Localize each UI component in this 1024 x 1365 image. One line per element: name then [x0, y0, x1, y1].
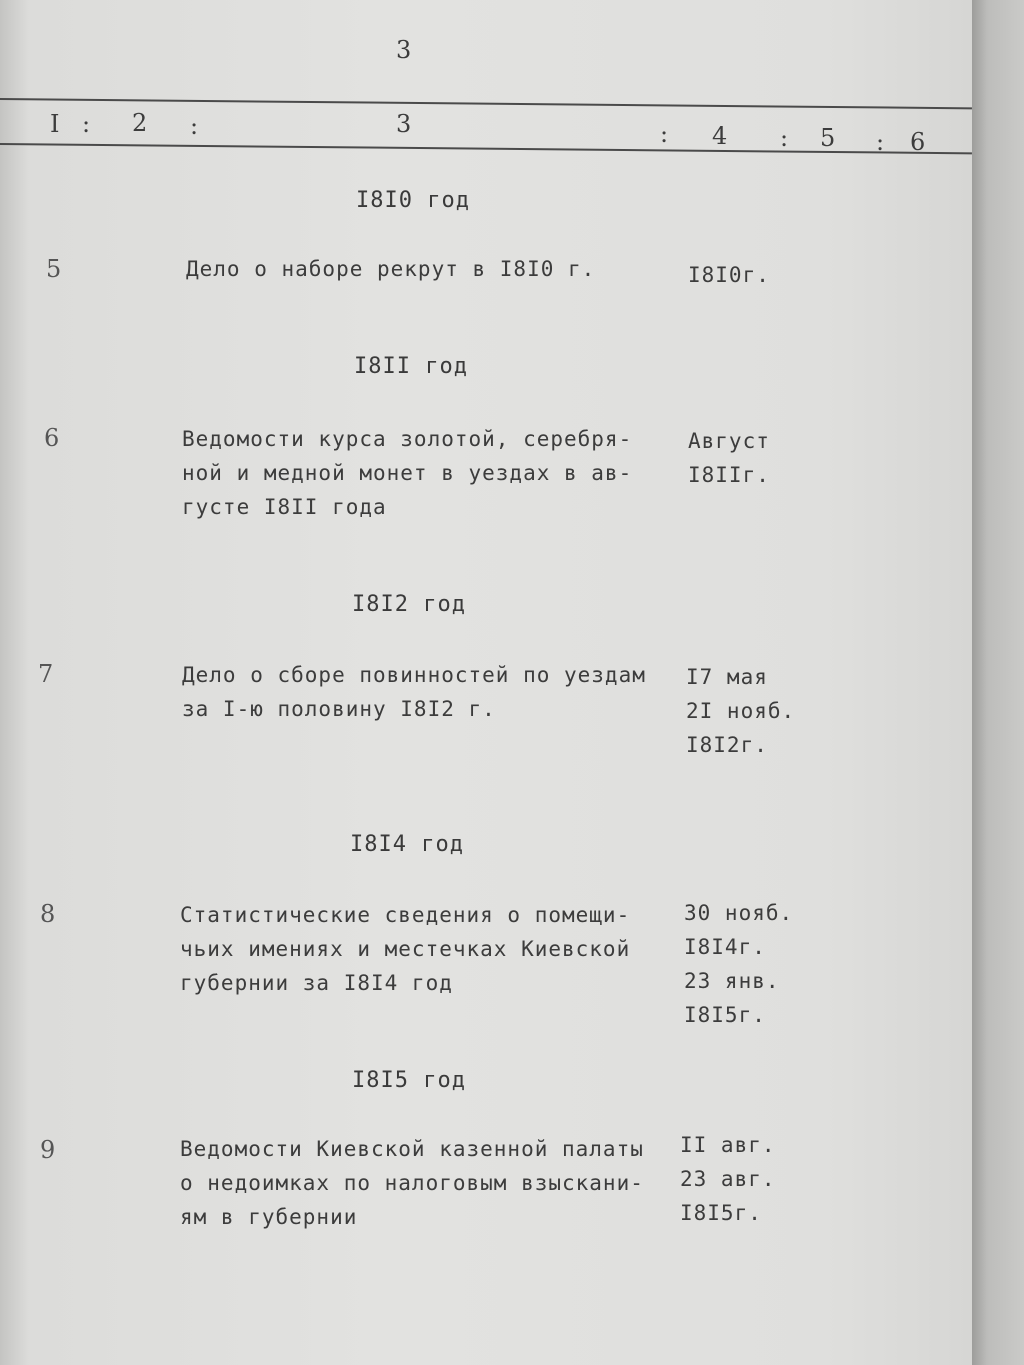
column-header-1: I [50, 110, 60, 138]
page-number: 3 [396, 36, 412, 64]
entry-dates [688, 424, 770, 492]
date-line: I8I4г. [684, 935, 766, 959]
entry-number: 6 [44, 424, 60, 452]
description-line: за I-ю половину I8I2 г. [182, 697, 496, 721]
entry-description [182, 422, 632, 524]
section-year: I8I4 год [350, 832, 464, 857]
date-line: I8I2г. [686, 733, 768, 757]
column-header-6: 6 [910, 128, 926, 156]
column-header-4: 4 [712, 122, 728, 150]
description-line: Дело о сборе повинностей по уездам [182, 663, 646, 687]
entry-description [182, 658, 646, 726]
description-line: чьих имениях и местечках Киевской [180, 937, 631, 961]
entry-number: 5 [46, 255, 62, 283]
entry-number: 8 [40, 900, 56, 928]
section-year: I8I5 год [352, 1068, 466, 1093]
description-line: Статистические сведения о помещи- [180, 903, 631, 927]
description-line: Ведомости Киевской казенной палаты [180, 1137, 644, 1161]
section-year: I8I0 год [356, 188, 470, 213]
description-line: ной и медной монет в уездах в ав- [182, 461, 633, 485]
date-line: I8IIг. [688, 463, 770, 487]
entry-number: 9 [40, 1136, 56, 1164]
entry-dates [686, 660, 795, 762]
entry-number: 7 [38, 660, 54, 688]
description-line: густе I8II года [182, 495, 387, 519]
description-line: о недоимках по налоговым взыскани- [180, 1171, 644, 1195]
description-line: губернии за I8I4 год [180, 971, 453, 995]
date-line: Август [688, 429, 770, 453]
date-line: I8I5г. [680, 1201, 762, 1225]
column-separator: : [876, 128, 885, 156]
entry-description [186, 252, 595, 286]
column-separator: : [82, 110, 91, 138]
entry-dates [684, 896, 793, 1032]
date-line: 2I нояб. [686, 699, 796, 723]
entry-description [180, 1132, 644, 1234]
column-separator: : [780, 124, 789, 152]
description-line: Ведомости курса золотой, серебря- [182, 427, 633, 451]
date-line: II авг. [680, 1133, 776, 1157]
section-year: I8I2 год [352, 592, 466, 617]
column-header-2: 2 [132, 109, 148, 137]
date-line: I8I0г. [688, 263, 770, 287]
page-edge [972, 0, 1024, 1365]
entry-dates [680, 1128, 776, 1230]
description-line: Дело о наборе рекрут в I8I0 г. [186, 257, 596, 281]
column-header-5: 5 [820, 124, 836, 152]
date-line: I8I5г. [684, 1003, 766, 1027]
column-header-3: 3 [396, 110, 412, 138]
date-line: 23 янв. [684, 969, 780, 993]
column-separator: : [660, 120, 669, 148]
description-line: ям в губернии [180, 1205, 358, 1229]
date-line: I7 мая [686, 665, 768, 689]
entry-description [180, 898, 630, 1000]
entry-dates [688, 258, 770, 292]
date-line: 23 авг. [680, 1167, 776, 1191]
date-line: 30 нояб. [684, 901, 794, 925]
section-year: I8II год [354, 354, 468, 379]
column-separator: : [190, 112, 199, 140]
